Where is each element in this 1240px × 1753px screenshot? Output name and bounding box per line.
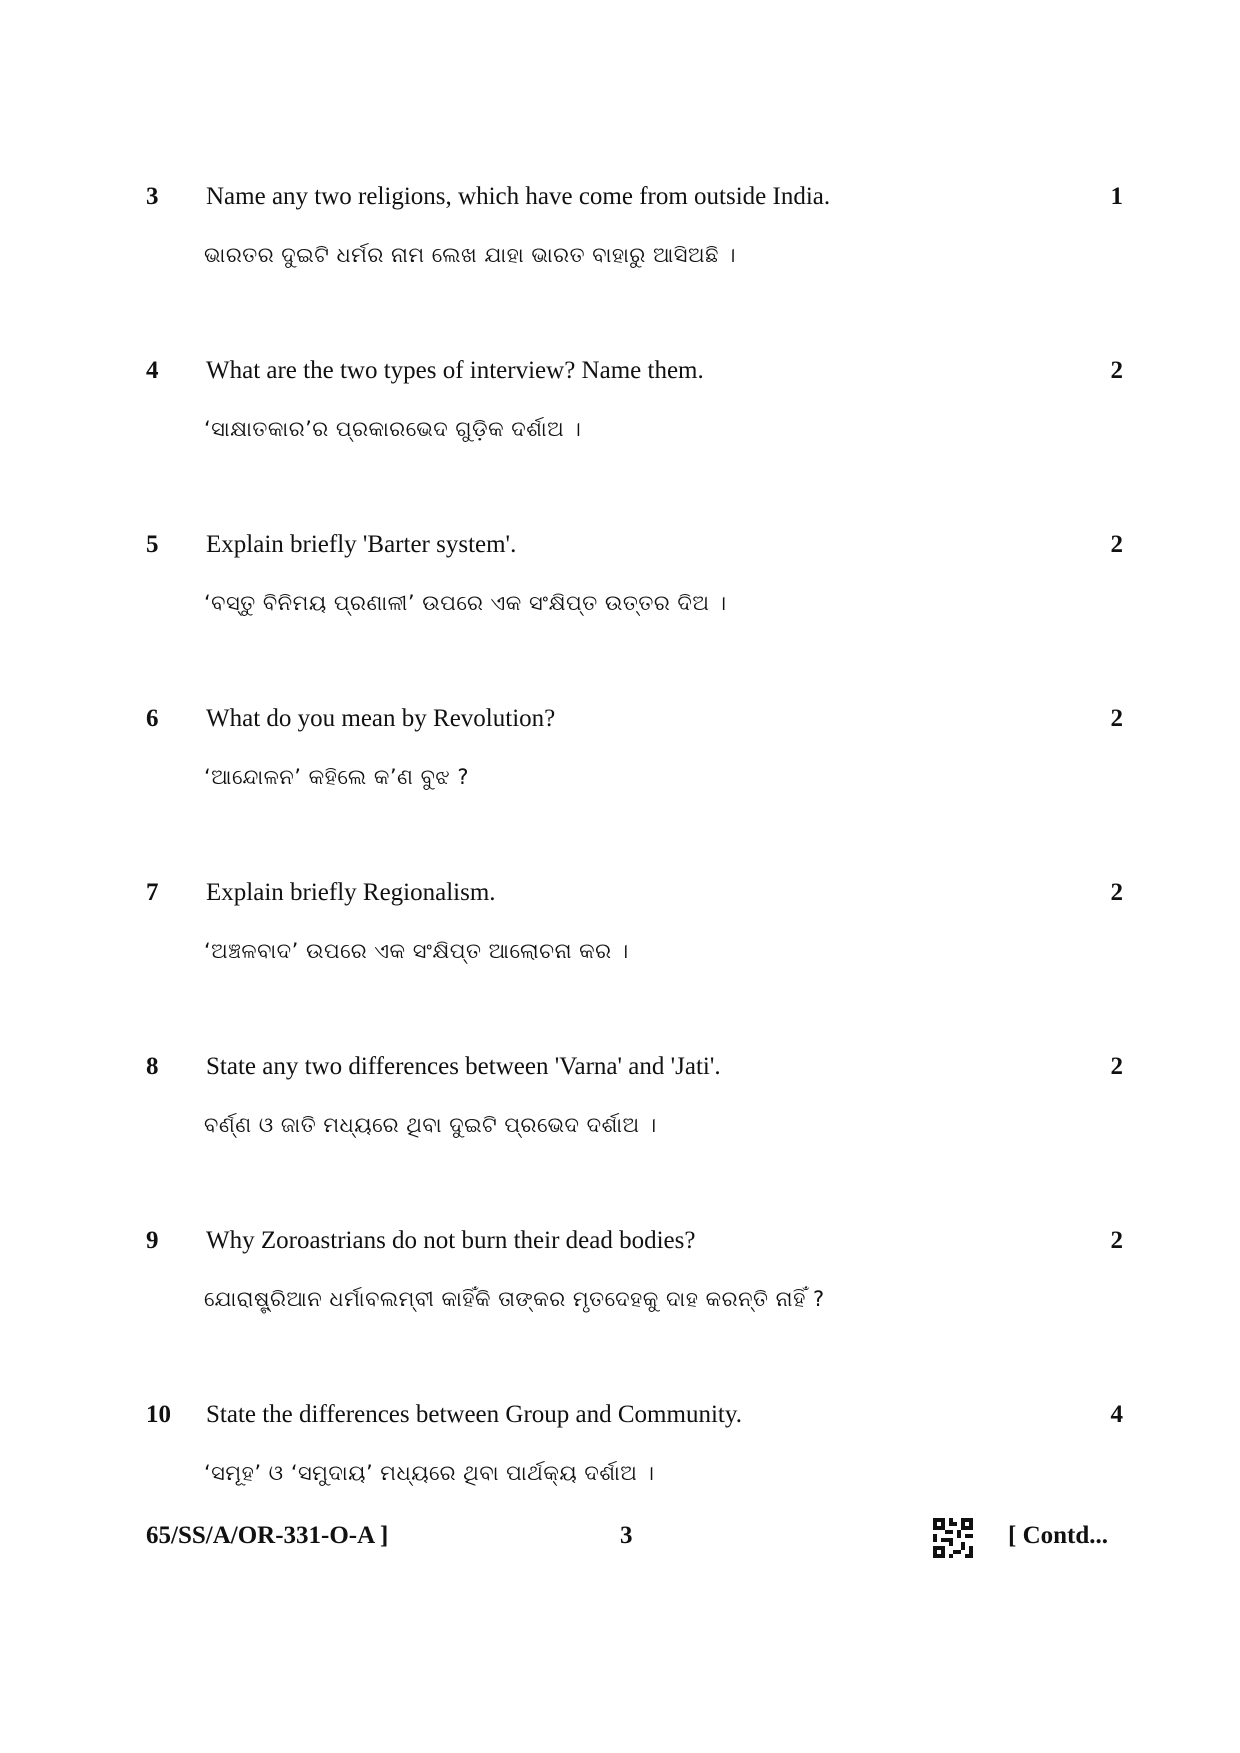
question-text-odia: ଯୋରାଷ୍ଟ୍ରିଆନ ଧର୍ମାବଲମ୍ବୀ କାହିଁକି ତାଙ୍କର ମୃତଦେହକୁ ଦାହ କରନ୍ତି ନାହିଁ ?	[204, 1287, 825, 1311]
question-text-english: What are the two types of interview? Name them.	[206, 357, 704, 384]
question-marks: 2	[1110, 1227, 1123, 1254]
question-number: 4	[146, 357, 159, 384]
question-marks: 2	[1110, 879, 1123, 906]
qr-code-icon	[933, 1518, 973, 1558]
question-marks: 2	[1110, 531, 1123, 558]
question-text-odia: ବର୍ଣ୍ଣ ଓ ଜାତି ମଧ୍ୟରେ ଥିବା ଦୁଇଟି ପ୍ରଭେଦ ଦର୍ଶାଅ ।	[204, 1113, 657, 1137]
question-text-english: Name any two religions, which have come from outside India.	[206, 183, 831, 210]
question-text-odia: ‘ଅଞ୍ଚଳବାଦ’ ଉପରେ ଏକ ସଂକ୍ଷିପ୍ତ ଆଲୋଚନା କର ।	[204, 939, 629, 963]
question-text-english: Explain briefly 'Barter system'.	[206, 531, 517, 558]
question-6	[0, 704, 1240, 814]
question-number: 10	[146, 1401, 171, 1428]
page-footer	[0, 1520, 1240, 1560]
question-text-odia: ‘ଆନ୍ଦୋଳନ’ କହିଲେ କ’ଣ ବୁଝ ?	[204, 765, 470, 789]
question-4	[0, 356, 1240, 466]
question-number: 6	[146, 705, 159, 732]
question-number: 9	[146, 1227, 159, 1254]
question-text-odia: ‘ସାକ୍ଷାତକାର’ର ପ୍ରକାରଭେଦ ଗୁଡ଼ିକ ଦର୍ଶାଅ ।	[204, 417, 582, 441]
question-8	[0, 1052, 1240, 1162]
question-number: 5	[146, 531, 159, 558]
question-text-english: What do you mean by Revolution?	[206, 705, 556, 732]
continued-label: [ Contd...	[1008, 1522, 1109, 1549]
question-text-english: Why Zoroastrians do not burn their dead bodies?	[206, 1227, 696, 1254]
question-number: 3	[146, 183, 159, 210]
question-text-odia: ‘ସମୂହ’ ଓ ‘ସମୁଦାୟ’ ମଧ୍ୟରେ ଥିବା ପାର୍ଥକ୍ୟ ଦର୍ଶାଅ ।	[204, 1461, 655, 1485]
question-marks: 1	[1110, 183, 1123, 210]
question-marks: 2	[1110, 1053, 1123, 1080]
question-text-odia: ଭାରତର ଦୁଇଟି ଧର୍ମର ନାମ ଲେଖ ଯାହା ଭାରତ ବାହାରୁ ଆସିଅଛି ।	[204, 243, 737, 267]
question-marks: 2	[1110, 357, 1123, 384]
question-number: 8	[146, 1053, 159, 1080]
question-7	[0, 878, 1240, 988]
paper-code: 65/SS/A/OR-331-O-A ]	[146, 1522, 389, 1549]
page-number: 3	[620, 1522, 633, 1549]
question-10	[0, 1400, 1240, 1510]
question-5	[0, 530, 1240, 640]
question-9	[0, 1226, 1240, 1336]
question-text-english: State the differences between Group and Community.	[206, 1401, 742, 1428]
question-text-english: State any two differences between 'Varna' and 'Jati'.	[206, 1053, 721, 1080]
question-text-english: Explain briefly Regionalism.	[206, 879, 496, 906]
question-text-odia: ‘ବସ୍ତୁ ବିନିମୟ ପ୍ରଣାଳୀ’ ଉପରେ ଏକ ସଂକ୍ଷିପ୍ତ ଉତ୍ତର ଦିଅ ।	[204, 591, 727, 615]
question-number: 7	[146, 879, 159, 906]
question-marks: 2	[1110, 705, 1123, 732]
question-marks: 4	[1110, 1401, 1123, 1428]
question-3	[0, 182, 1240, 292]
